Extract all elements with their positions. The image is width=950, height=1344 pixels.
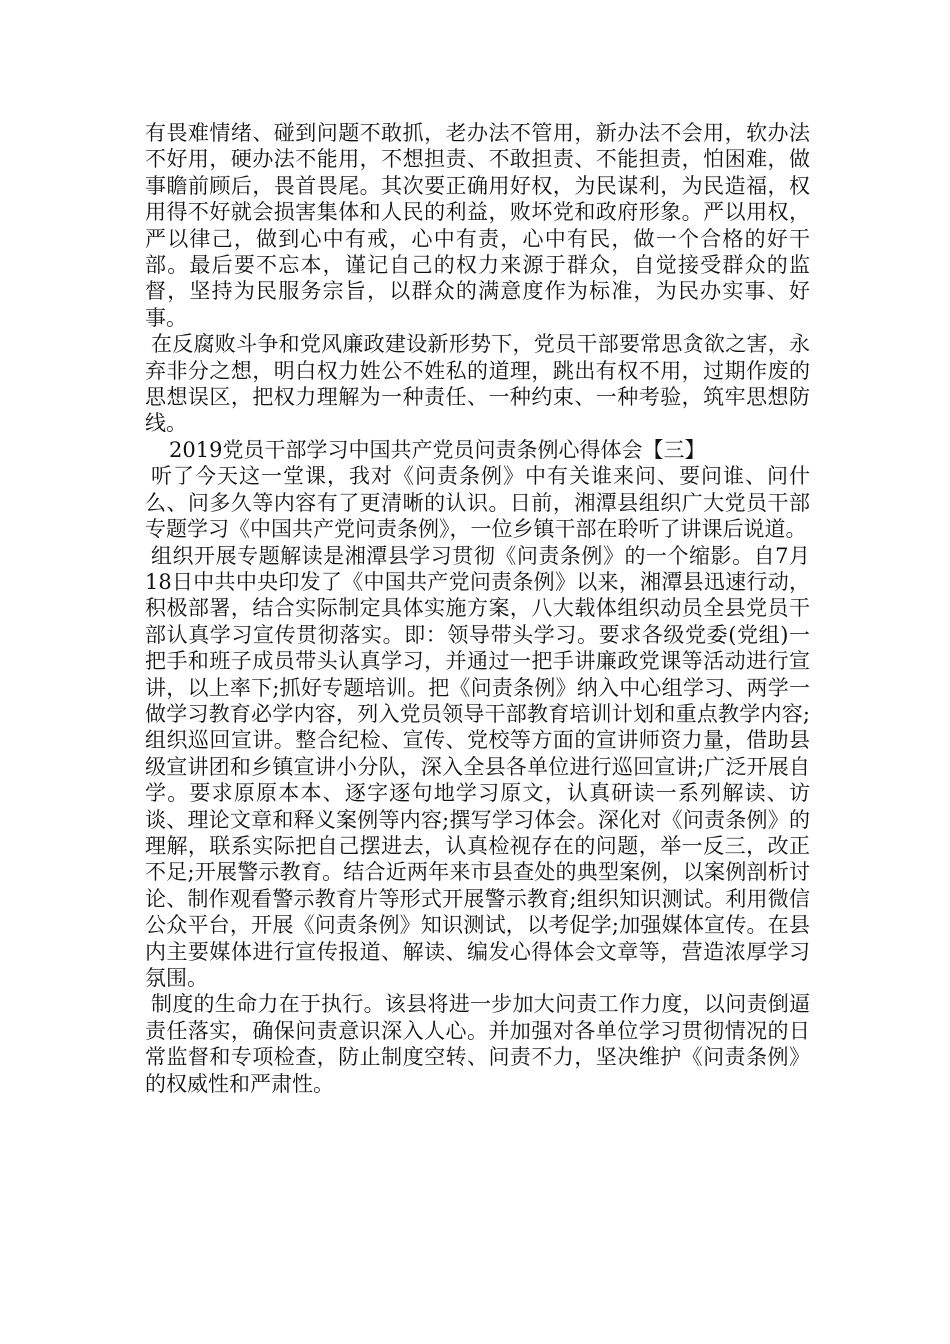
paragraph-anti-corruption: 在反腐败斗争和党风廉政建设新形势下，党员干部要常思贪欲之害，永弃非分之想，明白权力姓公不姓私的道理，跳出有权不用，过期作废的思想误区，把权力理解为一种责任、一种约束、一种考验，筑牢思想防线。 [145,332,810,436]
document-body [145,120,810,1097]
paragraph-enforcement: 制度的生命力在于执行。该县将进一步加大问责工作力度，以问责倒逼责任落实，确保问责意识深入人心。并加强对各单位学习贯彻情况的日常监督和专项检查，防止制度空转、问责不力，坚决维护《问责条例》的权威性和严肃性。 [145,992,810,1096]
paragraph-lecture: 听了今天这一堂课，我对《问责条例》中有关谁来问、要问谁、问什么、问多久等内容有了更清晰的认识。日前，湘潭县组织广大党员干部专题学习《中国共产党问责条例》，一位乡镇干部在聆听了讲课后说道。 [145,464,810,542]
paragraph-study-activities: 组织开展专题解读是湘潭县学习贯彻《问责条例》的一个缩影。自7月18日中共中央印发了《中国共产党问责条例》以来，湘潭县迅速行动，积极部署，结合实际制定具体实施方案，八大载体组织动员全县党员干部认真学习宣传贯彻落实。即：领导带头学习。要求各级党委(党组)一把手和班子成员带头认真学习，并通过一把手讲廉政党课等活动进行宣讲，以上率下;抓好专题培训。把《问责条例》纳入中心组学习、两学一做学习教育必学内容，列入党员领导干部教育培训计划和重点教学内容;组织巡回宣讲。整合纪检、宣传、党校等方面的宣讲师资力量，借助县级宣讲团和乡镇宣讲小分队，深入全县各单位进行巡回宣讲;广泛开展自学。要求原原本本、逐字逐句地学习原文，认真研读一系列解读、访谈、理论文章和释义案例等内容;撰写学习体会。深化对《问责条例》的理解，联系实际把自己摆进去，认真检视存在的问题，举一反三，改正不足;开展警示教育。结合近两年来市县查处的典型案例，以案例剖析讨论、制作观看警示教育片等形式开展警示教育;组织知识测试。利用微信公众平台，开展《问责条例》知识测试，以考促学;加强媒体宣传。在县内主要媒体进行宣传报道、解读、编发心得体会文章等，营造浓厚学习氛围。 [145,543,810,990]
paragraph-continuation: 有畏难情绪、碰到问题不敢抓，老办法不管用，新办法不会用，软办法不好用，硬办法不能用，不想担责、不敢担责、不能担责，怕困难，做事瞻前顾后，畏首畏尾。其次要正确用好权，为民谋利，为民造福，权用得不好就会损害集体和人民的利益，败坏党和政府形象。严以用权，严以律己，做到心中有戒，心中有责，心中有民，做一个合格的好干部。最后要不忘本，谨记自己的权力来源于群众，自觉接受群众的监督，坚持为民服务宗旨，以群众的满意度作为标准，为民办实事、好事。 [145,121,810,330]
section-heading: 2019党员干部学习中国共产党员问责条例心得体会【三】 [169,437,706,462]
